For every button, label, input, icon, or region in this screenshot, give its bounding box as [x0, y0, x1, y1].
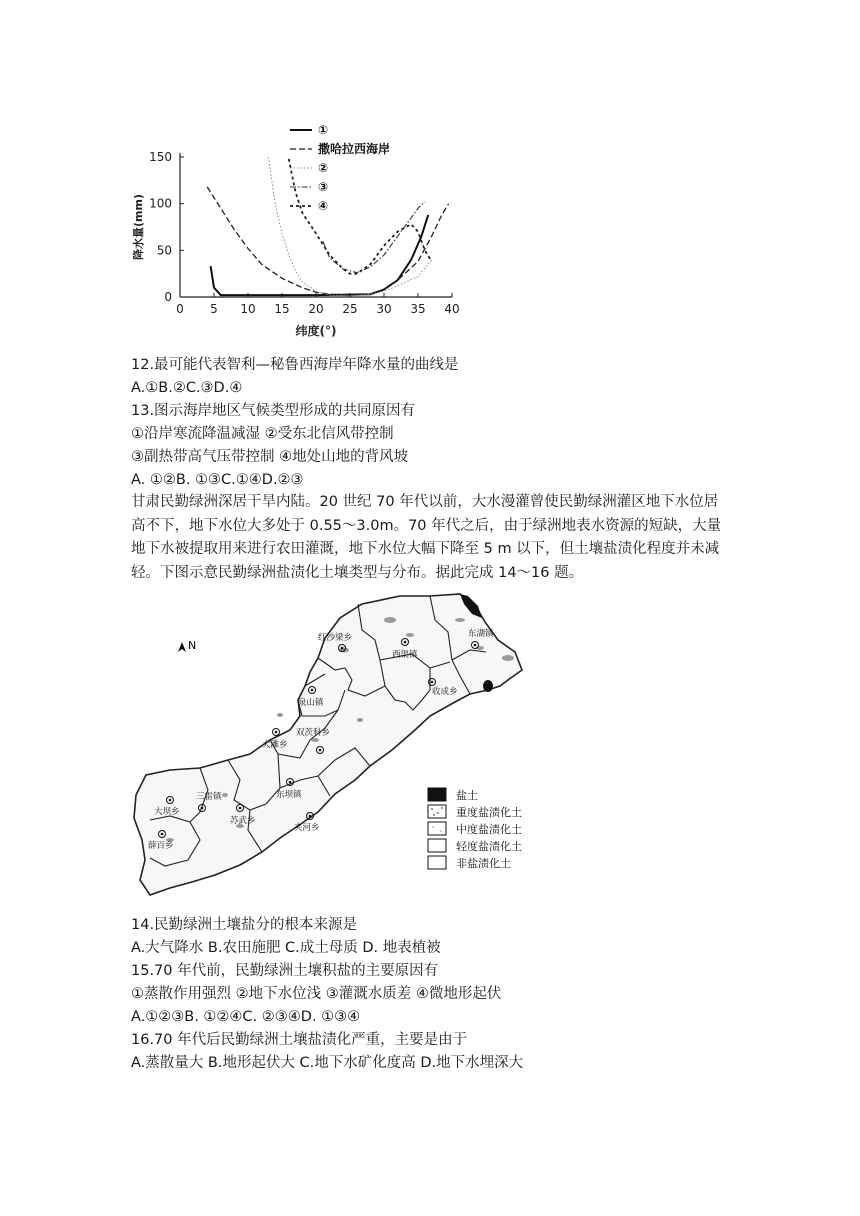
y-tick-label: 150	[149, 150, 172, 164]
town-label: 东坝镇	[276, 790, 302, 800]
town-label: 东湖镇	[468, 629, 494, 639]
chart-legend	[290, 123, 390, 213]
q12-stem: 12.最可能代表智利—秘鲁西海岸年降水量的曲线是	[131, 357, 459, 373]
q14-options: A.大气降水 B.农田施肥 C.成土母质 D. 地表植被	[131, 940, 441, 956]
x-tick-label: 40	[444, 302, 460, 316]
passage-text: 甘肃民勤绿洲深居干旱内陆。20 世纪 70 年代以前，大水漫灌曾使民勤绿洲灌区地下水位居高不下，地下水位大多处于 0.55～3.0m。70 年代之后，由于绿洲地表水资源的短缺，大量地下水被提取用来进行农田灌溉，地下水位大幅下降至 5 m 以下，但土壤盐渍化程度并未减轻。下图示意民勤绿洲盐渍化土壤类型与分布。据此完成 14～16 题。	[131, 494, 722, 581]
minqin-oasis-map	[130, 590, 570, 900]
x-tick-label: 15	[274, 302, 290, 316]
q15-stem: 15.70 年代前，民勤绿洲土壤积盐的主要原因有	[131, 963, 439, 979]
legend-label: 撒哈拉西海岸	[318, 142, 391, 156]
y-tick-label: 0	[164, 290, 172, 304]
legend-label: 轻度盐渍化土	[456, 840, 522, 853]
q15-items: ①蒸散作用强烈 ②地下水位浅 ③灌溉水质差 ④微地形起伏	[131, 986, 502, 1002]
q13-items-1: ①沿岸寒流降温减湿 ②受东北信风带控制	[131, 426, 394, 442]
town-label: 泉山镇	[298, 698, 324, 708]
town-label: 双茨科乡	[296, 728, 331, 738]
chart-axes	[131, 150, 460, 338]
legend-label: ④	[318, 199, 329, 213]
y-tick-label: 50	[156, 243, 172, 258]
x-tick-label: 5	[210, 302, 218, 316]
x-tick-label: 25	[342, 302, 358, 316]
y-tick-label: 100	[149, 196, 172, 211]
salt-soil-spot	[483, 680, 493, 692]
town-label: 大滩乡	[262, 740, 288, 750]
map-legend	[428, 788, 522, 870]
x-axis-label: 纬度(°)	[295, 324, 337, 338]
q13-stem: 13.图示海岸地区气候类型形成的共同原因有	[131, 403, 416, 419]
q15-options: A.①②③B. ①②④C. ②③④D. ①③④	[131, 1009, 361, 1025]
x-tick-label: 20	[308, 302, 324, 316]
precipitation-latitude-chart	[120, 110, 480, 345]
town-label: 夹河乡	[294, 823, 320, 833]
north-label: N	[188, 639, 197, 652]
legend-label: 非盐渍化土	[456, 857, 511, 870]
x-tick-label: 0	[176, 302, 184, 316]
town-label: 收成乡	[432, 687, 458, 697]
town-label: 红沙梁乡	[318, 633, 353, 643]
town-label: 大坝乡	[154, 807, 180, 817]
q14-stem: 14.民勤绿洲土壤盐分的根本来源是	[131, 917, 358, 933]
series-line	[289, 159, 432, 274]
town-label: 西渠镇	[392, 650, 418, 660]
town-label: 薛百乡	[148, 841, 174, 851]
x-tick-label: 10	[240, 302, 256, 316]
q13-items-2: ③副热带高气压带控制 ④地处山地的背风坡	[131, 449, 409, 465]
y-axis-label: 降水量(mm)	[132, 194, 145, 260]
legend-label: 中度盐渍化土	[456, 823, 522, 836]
q12-options: A.①B.②C.③D.④	[131, 380, 243, 396]
legend-label: ①	[318, 123, 329, 137]
series-line	[211, 215, 429, 295]
legend-label: ③	[318, 180, 329, 194]
legend-label: 盐土	[456, 789, 478, 802]
north-arrow	[178, 639, 196, 652]
town-label: 苏武乡	[230, 816, 256, 826]
q16-options: A.蒸散量大 B.地形起伏大 C.地下水矿化度高 D.地下水埋深大	[131, 1055, 524, 1071]
x-tick-label: 30	[376, 302, 392, 316]
q13-options: A. ①②B. ①③C.①④D.②③	[131, 472, 304, 488]
q16-stem: 16.70 年代后民勤绿洲土壤盐渍化严重，主要是由于	[131, 1032, 468, 1048]
x-tick-label: 35	[410, 302, 426, 316]
town-label: 三雷镇	[196, 792, 222, 802]
legend-label: 重度盐渍化土	[456, 806, 522, 819]
legend-label: ②	[318, 161, 329, 175]
chart-series	[207, 157, 448, 296]
